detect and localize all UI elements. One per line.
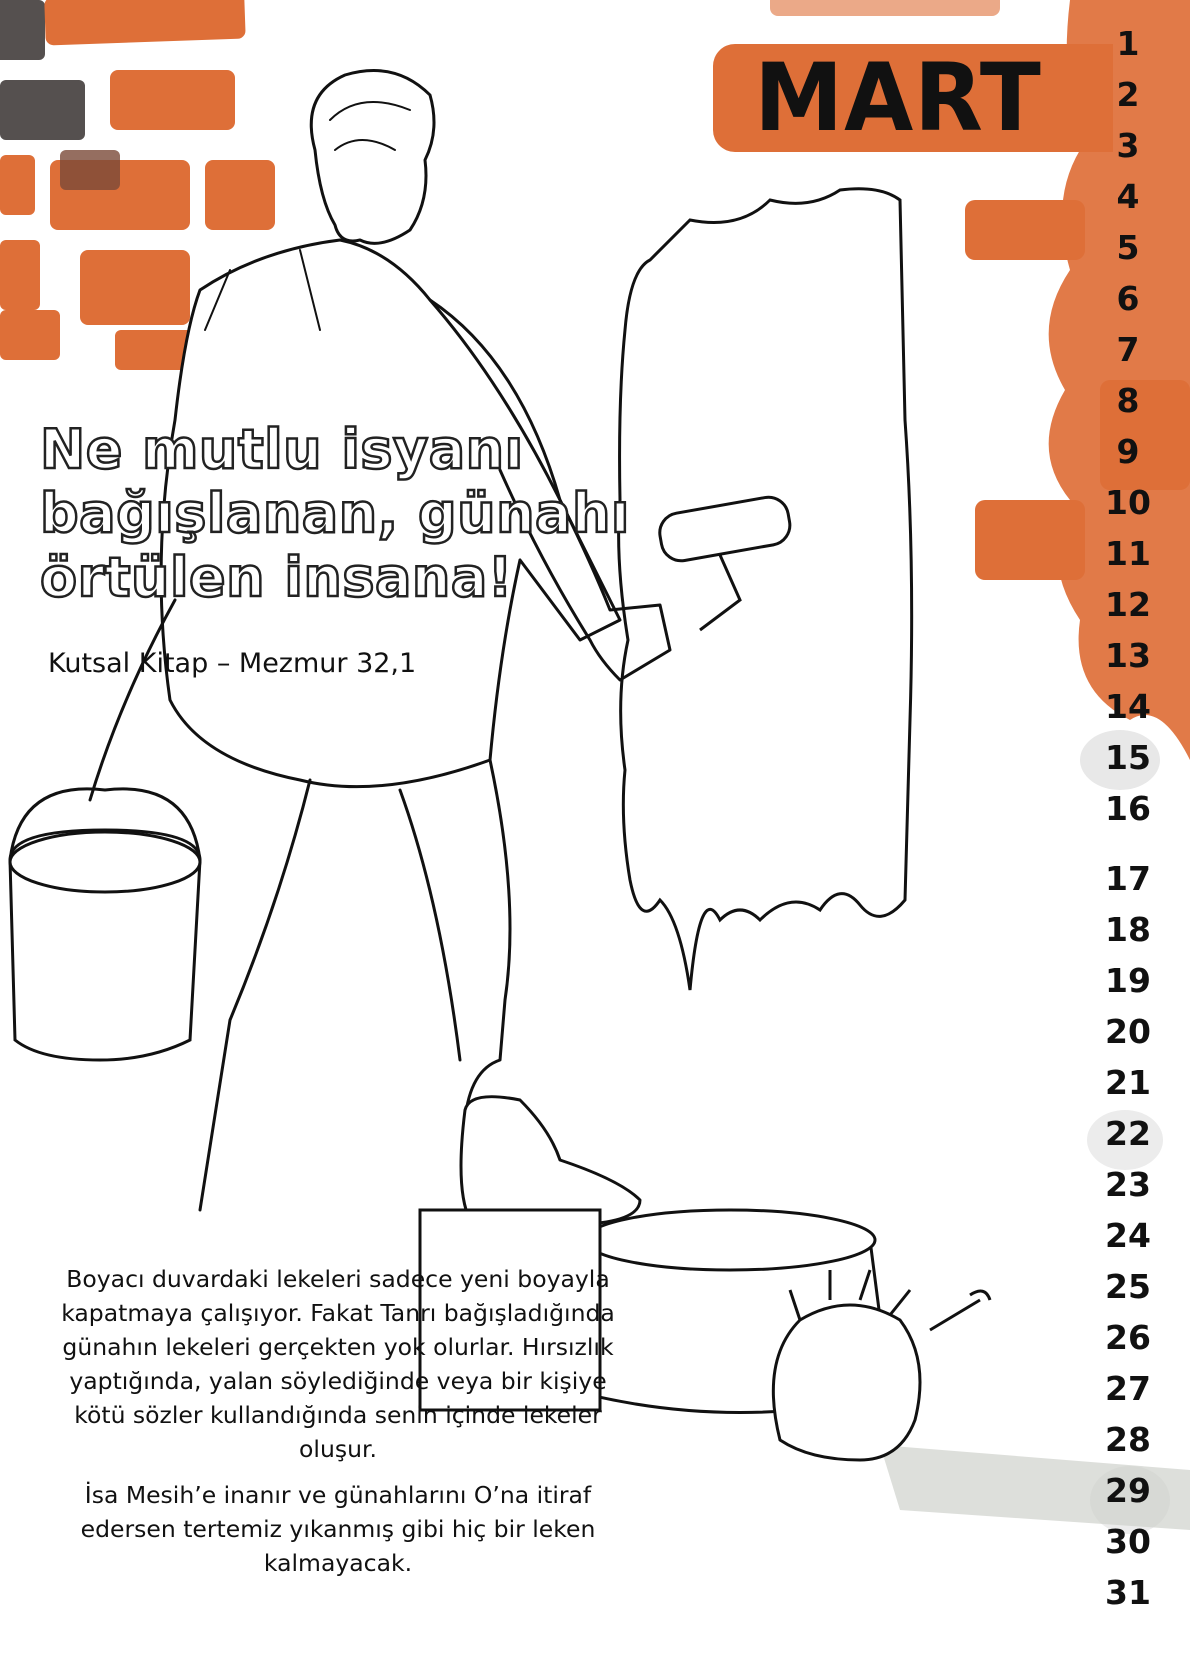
devotional-text (58, 1262, 618, 1592)
brick (60, 150, 120, 190)
day-number: 13 (1105, 636, 1151, 675)
day-number: 5 (1116, 228, 1140, 267)
verse-line: bağışlanan, günahı (40, 482, 630, 545)
day-list (1098, 22, 1158, 1622)
day-number: 27 (1105, 1369, 1151, 1408)
day-number: 12 (1105, 585, 1151, 624)
day-number: 16 (1105, 789, 1151, 828)
day-number: 29 (1105, 1471, 1151, 1510)
brick (0, 80, 85, 140)
day-number: 28 (1105, 1420, 1151, 1459)
day-number: 24 (1105, 1216, 1151, 1255)
brick (44, 0, 246, 45)
day-number: 18 (1105, 910, 1151, 949)
painter-head (311, 71, 434, 244)
day-number: 22 (1105, 1114, 1151, 1153)
brick (0, 155, 35, 215)
paint-bucket (10, 789, 200, 1060)
day-number: 11 (1105, 534, 1151, 573)
day-number: 23 (1105, 1165, 1151, 1204)
day-number: 20 (1105, 1012, 1151, 1051)
body-paragraph: İsa Mesih’e inanır ve günahlarını O’na itiraf edersen tertemiz yıkanmış gibi hiç bir leken kalmayacak. (80, 1481, 596, 1577)
verse-line: Ne mutlu isyanı (40, 418, 524, 481)
day-number: 6 (1116, 279, 1140, 318)
month-title: MART (754, 43, 1042, 153)
day-number: 15 (1105, 738, 1151, 777)
day-number: 10 (1105, 483, 1151, 522)
brick (205, 160, 275, 230)
day-number: 25 (1105, 1267, 1151, 1306)
day-number: 31 (1105, 1573, 1151, 1612)
day-number: 1 (1116, 24, 1140, 63)
painter-boot (461, 1097, 640, 1225)
day-number: 14 (1105, 687, 1151, 726)
day-number: 8 (1116, 381, 1140, 420)
day-number: 19 (1105, 961, 1151, 1000)
brick (0, 240, 40, 310)
body-paragraph: Boyacı duvardaki lekeleri sadece yeni boyayla kapatmaya çalışıyor. Fakat Tanrı bağışladığında günahın lekeleri gerçekten yok olurlar. Hırsızlık yaptığında, yalan söylediğinde veya bir kişiye kötü sözler kullandığında senin içinde lekeler oluşur. (61, 1265, 615, 1463)
brick (0, 0, 45, 60)
day-number: 21 (1105, 1063, 1151, 1102)
verse-reference: Kutsal Kitap – Mezmur 32,1 (48, 648, 417, 679)
brick (80, 250, 190, 325)
day-number: 17 (1105, 859, 1151, 898)
verse-quote (40, 418, 640, 610)
day-number: 2 (1116, 75, 1140, 114)
white-painted-patch (619, 189, 912, 990)
brick (110, 70, 235, 130)
brick (0, 310, 60, 360)
day-number: 4 (1116, 177, 1140, 216)
day-number: 30 (1105, 1522, 1151, 1561)
day-number: 26 (1105, 1318, 1151, 1357)
verse-line: örtülen insana! (40, 546, 513, 609)
day-number: 7 (1116, 330, 1140, 369)
day-number: 9 (1116, 432, 1140, 471)
day-number: 3 (1116, 126, 1140, 165)
